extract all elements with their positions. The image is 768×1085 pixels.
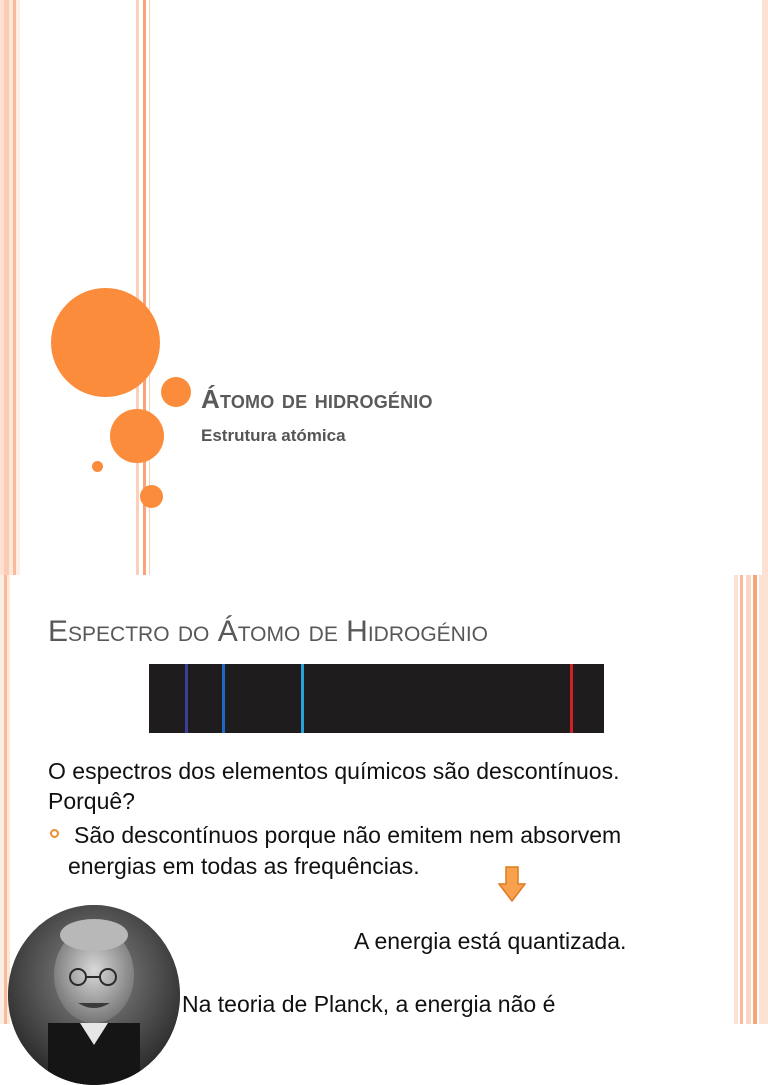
decor-circle	[110, 409, 164, 463]
slide-title: Átomo de hidrogénio	[201, 384, 433, 414]
slide-title: Espectro do Átomo de Hidrogénio	[48, 615, 488, 648]
bullet-icon	[50, 829, 59, 838]
decor-stripe	[759, 575, 768, 1024]
bullet-text-line2: energias em todas as frequências.	[68, 853, 420, 879]
slide-subtitle: Estrutura atómica	[201, 426, 346, 445]
decor-stripe	[734, 575, 738, 1024]
bullet-text-line1: São descontínuos porque não emitem nem absorvem	[74, 822, 622, 848]
decor-stripe	[16, 0, 20, 575]
decor-stripe	[740, 575, 743, 1024]
quantized-statement: A energia está quantizada.	[354, 928, 627, 954]
decor-stripe	[136, 0, 139, 575]
arrow-down-icon	[498, 866, 526, 902]
spectrum-line-violet	[185, 664, 188, 733]
spectrum-line-cyan	[301, 664, 304, 733]
decor-circle-small	[92, 461, 103, 472]
planck-portrait	[8, 905, 180, 1085]
decor-stripe	[762, 0, 768, 575]
decor-stripe	[753, 575, 757, 1024]
decor-circle	[140, 485, 163, 508]
intro-text-line1: O espectros dos elementos químicos são descontínuos.	[48, 758, 620, 784]
decor-stripe	[746, 575, 751, 1024]
decor-circle-large	[51, 288, 160, 397]
planck-text: Na teoria de Planck, a energia não é	[182, 991, 556, 1017]
decor-circle	[161, 377, 191, 407]
spectrum-line-blue	[222, 664, 225, 733]
spectrum-line-red	[570, 664, 573, 733]
intro-text-line2: Porquê?	[48, 788, 135, 814]
decor-stripe	[7, 575, 10, 1024]
hydrogen-spectrum-image	[149, 664, 604, 733]
